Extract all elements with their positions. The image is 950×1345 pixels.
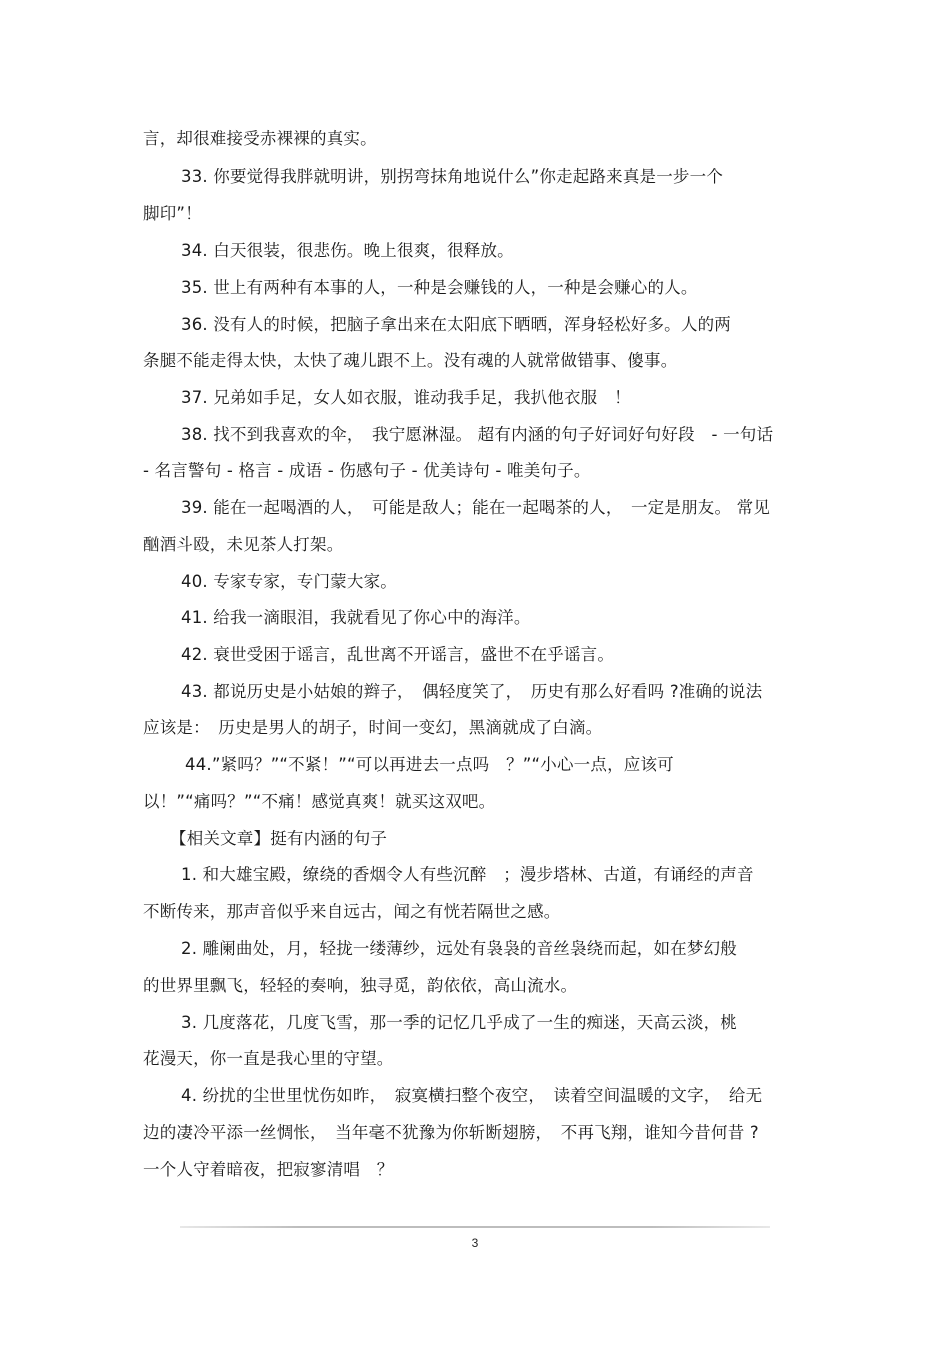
text-line: 37. 兄弟如手足，女人如衣服，谁动我手足，我扒他衣服 ！ [181,388,631,407]
text-line: 44.”紧吗？”“不紧！”“可以再进去一点吗 ？”“小心一点，应该可 [185,755,674,774]
text-line: 以！”“痛吗？”“不痛！感觉真爽！就买这双吧。 [143,792,496,811]
footer-divider [180,1226,770,1228]
text-line: 一个人守着暗夜，把寂寥清唱 ？ [143,1160,394,1179]
text-line: 36. 没有人的时候，把脑子拿出来在太阳底下晒晒，浑身轻松好多。人的两 [181,315,731,334]
text-line: 38. 找不到我喜欢的伞， 我宁愿淋湿。 超有内涵的句子好词好句好段 - 一句话 [181,425,774,444]
page-number: 3 [471,1236,479,1250]
text-line: 40. 专家专家，专门蒙大家。 [181,572,397,591]
text-line: 的世界里飘飞，轻轻的奏响，独寻觅，韵依依，高山流水。 [143,976,578,995]
text-line: 条腿不能走得太快，太快了魂儿跟不上。没有魂的人就常做错事、傻事。 [143,351,678,370]
text-line: 35. 世上有两种有本事的人，一种是会赚钱的人，一种是会赚心的人。 [181,278,698,297]
text-line: 3. 几度落花，几度飞雪，那一季的记忆几乎成了一生的痴迷，天高云淡，桃 [181,1013,737,1032]
text-line: 34. 白天很装，很悲伤。晚上很爽，很释放。 [181,241,514,260]
text-line: 应该是： 历史是男人的胡子，时间一变幻，黑滴就成了白滴。 [143,718,603,737]
text-line: 33. 你要觉得我胖就明讲，别拐弯抹角地说什么”你走起路来真是一步一个 [181,167,724,186]
text-line: 边的凄冷平添一丝惆怅， 当年毫不犹豫为你斩断翅膀， 不再飞翔，谁知今昔何昔 ? [143,1123,759,1142]
text-line: 花漫天，你一直是我心里的守望。 [143,1049,394,1068]
text-line: 1. 和大雄宝殿，缭绕的香烟令人有些沉醉 ；漫步塔林、古道，有诵经的声音 [181,865,754,884]
text-line: 不断传来，那声音似乎来自远古，闻之有恍若隔世之感。 [143,902,561,921]
text-line: 脚印”！ [143,204,202,223]
text-line: 39. 能在一起喝酒的人， 可能是敌人；能在一起喝茶的人， 一定是朋友。 常见 [181,498,771,517]
section-heading: 【相关文章】挺有内涵的句子 [170,829,388,848]
text-line: 2. 雕阑曲处，月，轻拢一缕薄纱，远处有袅袅的音丝袅绕而起，如在梦幻般 [181,939,737,958]
text-line: - 名言警句 - 格言 - 成语 - 伤感句子 - 优美诗句 - 唯美句子。 [143,461,591,480]
text-line: 4. 纷扰的尘世里忧伤如昨， 寂寞横扫整个夜空， 读着空间温暖的文字， 给无 [181,1086,763,1105]
text-line: 41. 给我一滴眼泪，我就看见了你心中的海洋。 [181,608,531,627]
text-line: 43. 都说历史是小姑娘的辫子， 偶轻度笑了， 历史有那么好看吗 ?准确的说法 [181,682,763,701]
text-line: 酗酒斗殴，未见茶人打架。 [143,535,344,554]
text-line: 言，却很难接受赤裸裸的真实。 [143,129,377,148]
text-line: 42. 衰世受困于谣言，乱世离不开谣言，盛世不在乎谣言。 [181,645,615,664]
